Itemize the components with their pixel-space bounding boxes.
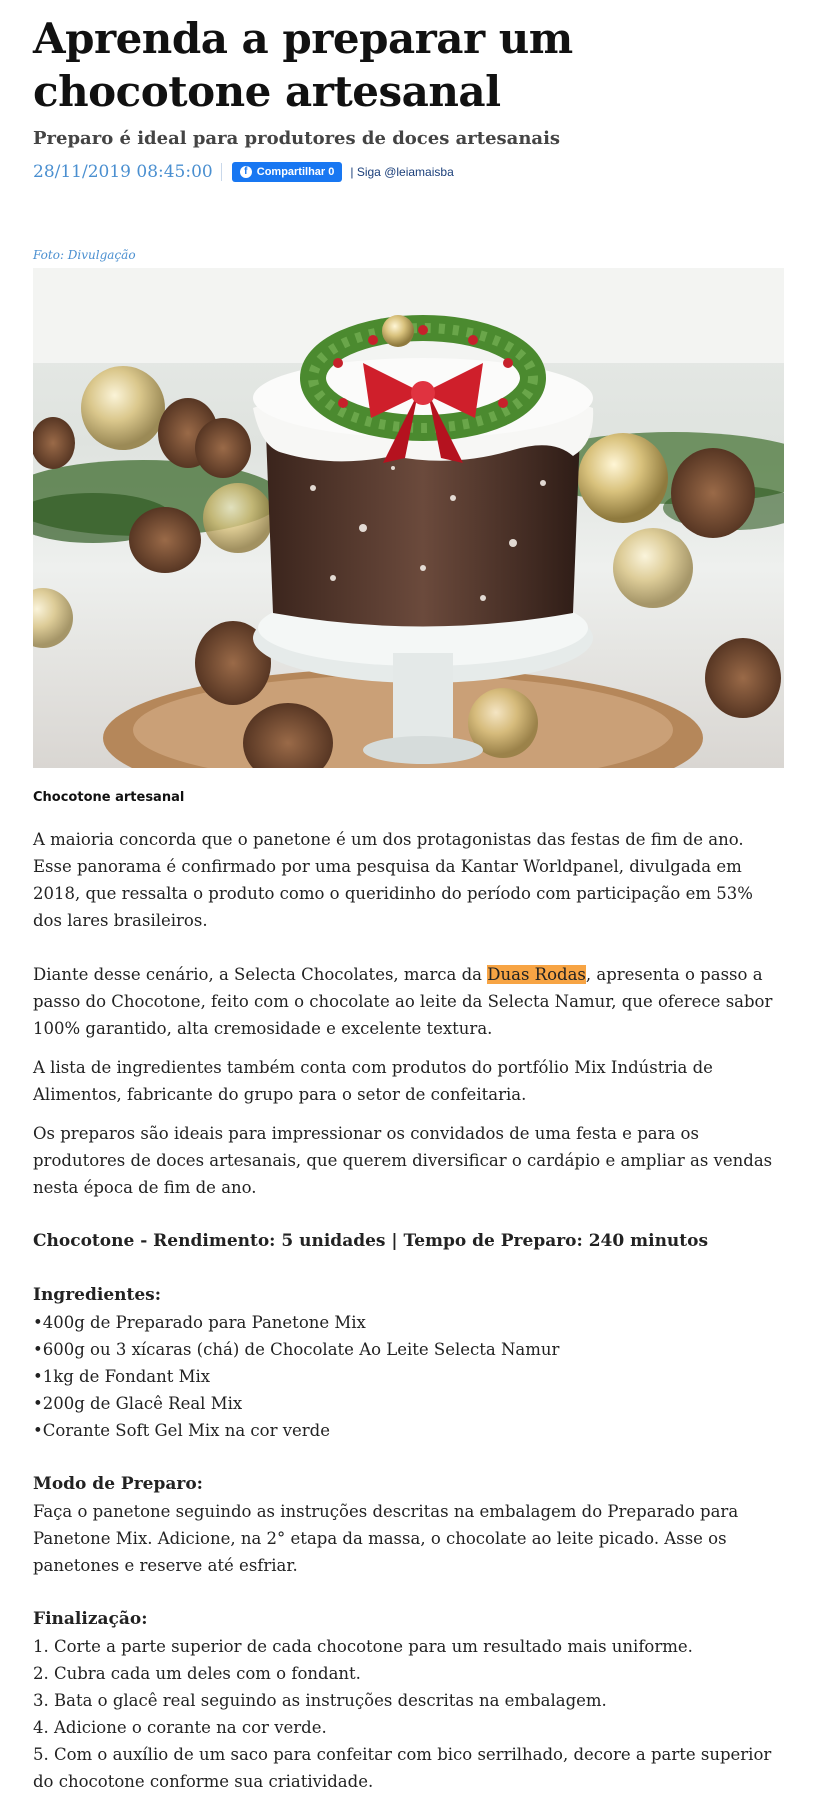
ingredient-item: •600g ou 3 xícaras (chá) de Chocolate Ao Leite Selecta Namur <box>33 1340 560 1359</box>
paragraph: Os preparos são ideais para impressionar os convidados de uma festa e para os produtores de doces artesanais, que querem diversificar o cardápio e ampliar as vendas nesta época de fim de ano. <box>33 1124 773 1197</box>
facebook-icon: f <box>240 166 252 178</box>
method-heading: Modo de Preparo: <box>33 1474 203 1494</box>
publish-date: 28/11/2019 08:45:00 <box>33 162 213 182</box>
follow-link[interactable]: | Siga @leiamaisba <box>350 165 454 179</box>
ingredient-item: •400g de Preparado para Panetone Mix <box>33 1313 366 1332</box>
image-caption: Chocotone artesanal <box>33 790 185 805</box>
finish-step: 3. Bata o glacê real seguindo as instruções descritas na embalagem. <box>33 1691 607 1710</box>
finish-step: 5. Com o auxílio de um saco para confeitar com bico serrilhado, decore a parte superior do chocotone conforme sua criatividade. <box>33 1745 772 1791</box>
ingredient-item: •1kg de Fondant Mix <box>33 1367 211 1386</box>
page-title: Aprenda a preparar um chocotone artesanal <box>33 14 573 116</box>
article-image <box>33 268 784 768</box>
paragraph-text: Diante desse cenário, a Selecta Chocolates, marca da <box>33 965 488 984</box>
share-label: Compartilhar 0 <box>256 166 335 178</box>
paragraph <box>33 961 784 1042</box>
ingredient-item: •Corante Soft Gel Mix na cor verde <box>33 1421 331 1440</box>
method-text: Faça o panetone seguindo as instruções descritas na embalagem do Preparado para Panetone Mix. Adicione, na 2° etapa da massa, o chocolate ao leite picado. Asse os panetones e reserve até esfriar. <box>33 1502 739 1575</box>
ingredient-item: •200g de Glacê Real Mix <box>33 1394 243 1413</box>
finish-step: 1. Corte a parte superior de cada chocotone para um resultado mais uniforme. <box>33 1637 693 1656</box>
finish-step: 4. Adicione o corante na cor verde. <box>33 1718 327 1737</box>
ingredients-heading: Ingredientes: <box>33 1285 162 1305</box>
finish-heading: Finalização: <box>33 1609 148 1629</box>
recipe-heading: Chocotone - Rendimento: 5 unidades | Tempo de Preparo: 240 minutos <box>33 1231 709 1251</box>
article-meta <box>33 160 454 184</box>
facebook-share-button[interactable] <box>232 162 343 182</box>
paragraph-text: , apresenta o passo a passo do Chocotone, feito com o chocolate ao leite da Selecta Namur, que oferece sabor 100% garantido, alta cremosidade e excelente textura. <box>33 965 773 1038</box>
article-subtitle: Preparo é ideal para produtores de doces artesanais <box>33 128 561 149</box>
paragraph: A maioria concorda que o panetone é um dos protagonistas das festas de fim de ano. Esse panorama é confirmado por uma pesquisa da Kantar Worldpanel, divulgada em 2018, que ressalta o produto como o queridinho do período com participação em 53% dos lares brasileiros. <box>33 830 753 930</box>
finish-step: 2. Cubra cada um deles com o fondant. <box>33 1664 361 1683</box>
article-body <box>33 826 784 1795</box>
paragraph: A lista de ingredientes também conta com produtos do portfólio Mix Indústria de Alimentos, fabricante do grupo para o setor de confeitaria. <box>33 1058 713 1104</box>
meta-divider <box>221 163 222 181</box>
duas-rodas-link[interactable]: Duas Rodas <box>487 965 586 984</box>
photo-credit: Foto: Divulgação <box>33 248 136 262</box>
